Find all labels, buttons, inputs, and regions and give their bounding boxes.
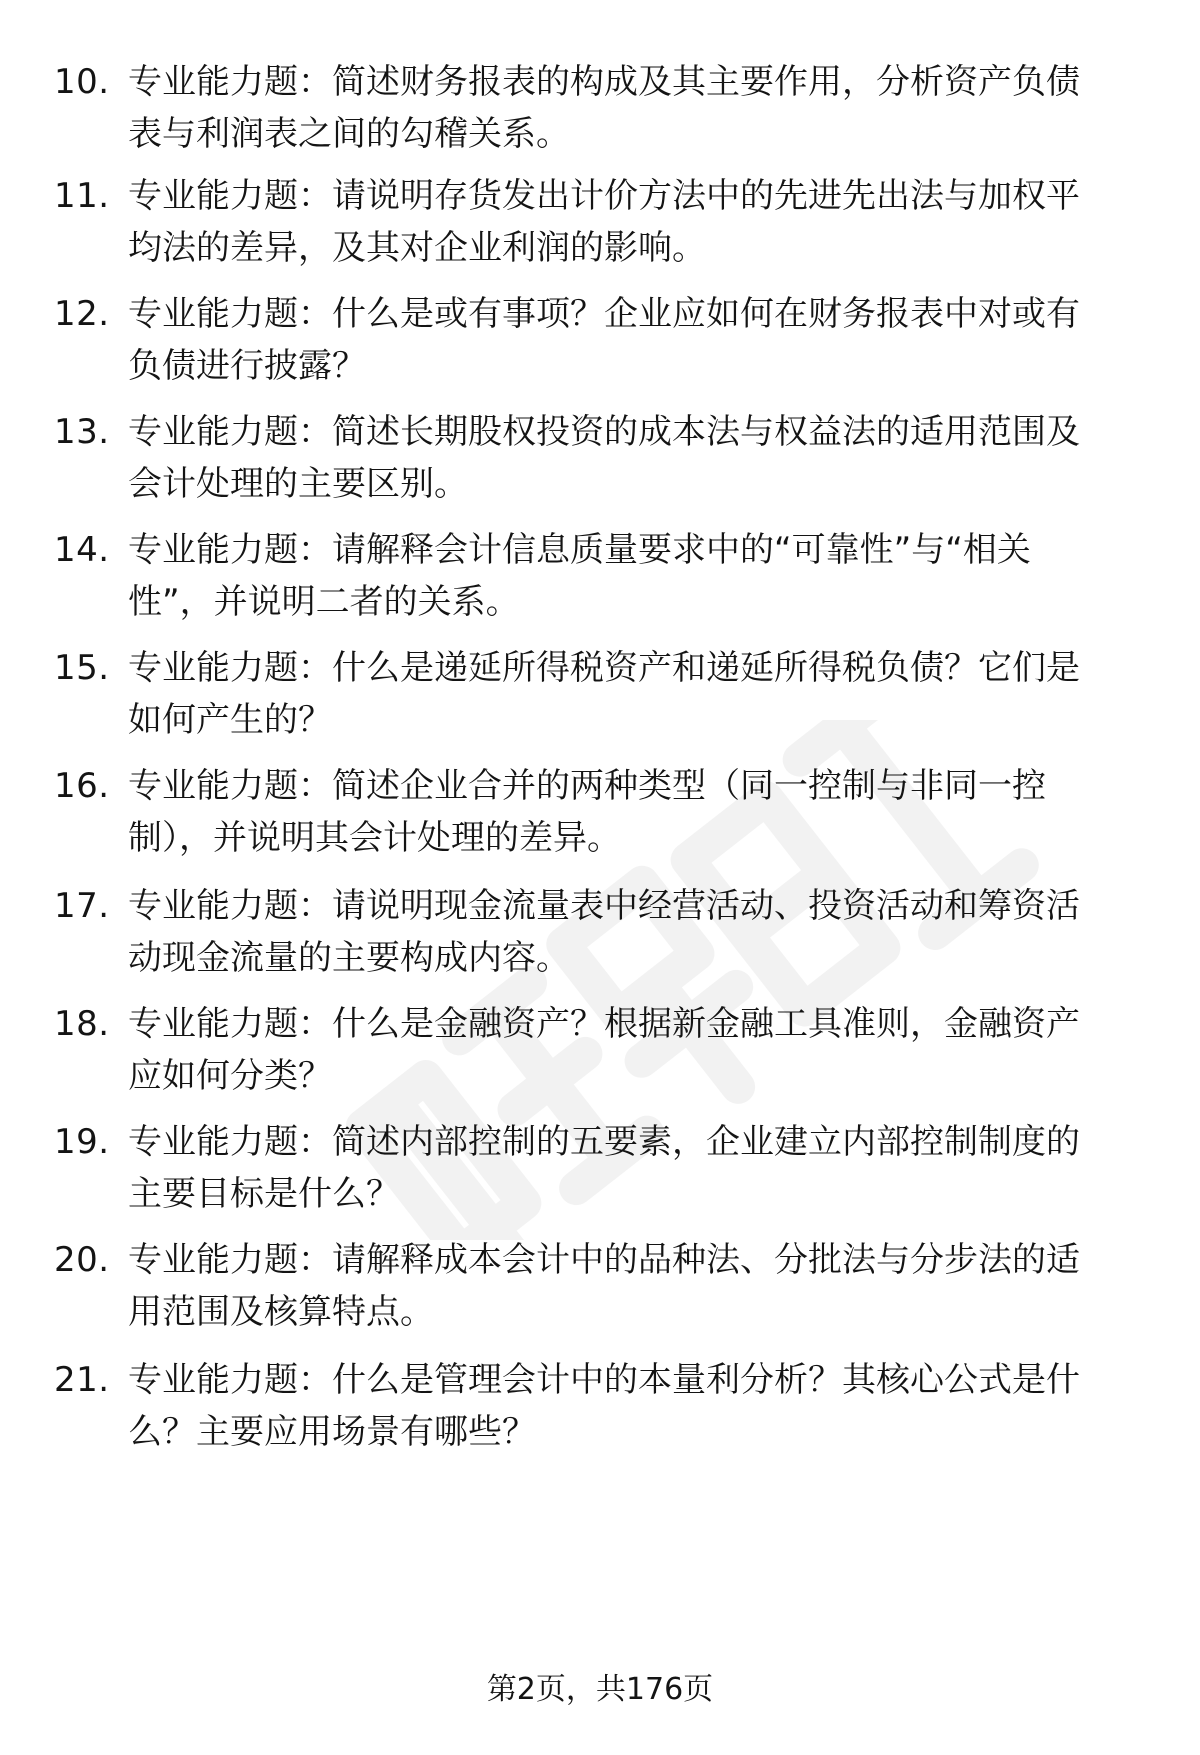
question-item — [0, 760, 1200, 864]
question-text — [128, 1234, 1148, 1338]
question-line: 专业能力题：什么是金融资产？根据新金融工具准则，金融资产 — [128, 1004, 1080, 1044]
question-item — [0, 288, 1200, 392]
question-line: 均法的差异，及其对企业利润的影响。 — [128, 228, 706, 268]
question-line: 主要目标是什么？ — [128, 1174, 400, 1214]
question-line: 会计处理的主要区别。 — [128, 464, 468, 504]
question-item — [0, 170, 1200, 274]
question-number: 10. — [54, 62, 110, 102]
question-line: 专业能力题：请说明存货发出计价方法中的先进先出法与加权平 — [128, 176, 1080, 216]
question-line: 专业能力题：简述企业合并的两种类型（同一控制与非同一控 — [128, 766, 1046, 806]
question-text — [128, 880, 1148, 984]
question-number: 14. — [54, 530, 110, 570]
question-line: 应如何分类？ — [128, 1056, 332, 1096]
question-item — [0, 642, 1200, 746]
question-line: 专业能力题：简述内部控制的五要素，企业建立内部控制制度的 — [128, 1122, 1080, 1162]
question-text — [128, 524, 1148, 628]
question-line: 制），并说明其会计处理的差异。 — [128, 818, 621, 858]
question-number: 15. — [54, 648, 110, 688]
question-text — [128, 760, 1148, 864]
page-footer: 第2页，共176页 — [486, 1672, 714, 1707]
question-text — [128, 56, 1148, 160]
question-text — [128, 406, 1148, 510]
question-text — [128, 998, 1148, 1102]
question-number: 17. — [54, 886, 110, 926]
question-number: 16. — [54, 766, 110, 806]
question-line: 专业能力题：什么是递延所得税资产和递延所得税负债？它们是 — [128, 648, 1080, 688]
question-line: 负债进行披露？ — [128, 346, 366, 386]
question-number: 13. — [54, 412, 110, 452]
question-item — [0, 1354, 1200, 1458]
question-item — [0, 56, 1200, 160]
question-text — [128, 170, 1148, 274]
question-item — [0, 406, 1200, 510]
question-number: 11. — [54, 176, 110, 216]
question-line: 么？主要应用场景有哪些？ — [128, 1412, 536, 1452]
question-text — [128, 1354, 1148, 1458]
question-item — [0, 1116, 1200, 1220]
question-number: 21. — [54, 1360, 110, 1400]
question-number: 18. — [54, 1004, 110, 1044]
question-line: 专业能力题：请说明现金流量表中经营活动、投资活动和筹资活 — [128, 886, 1080, 926]
question-line: 性”，并说明二者的关系。 — [128, 582, 520, 622]
question-line: 专业能力题：请解释成本会计中的品种法、分批法与分步法的适 — [128, 1240, 1080, 1280]
question-text — [128, 288, 1148, 392]
question-line: 用范围及核算特点。 — [128, 1292, 434, 1332]
question-line: 专业能力题：什么是或有事项？企业应如何在财务报表中对或有 — [128, 294, 1080, 334]
question-item — [0, 524, 1200, 628]
question-item — [0, 998, 1200, 1102]
question-line: 表与利润表之间的勾稽关系。 — [128, 114, 570, 154]
question-text — [128, 642, 1148, 746]
question-line: 专业能力题：什么是管理会计中的本量利分析？其核心公式是什 — [128, 1360, 1080, 1400]
question-number: 20. — [54, 1240, 110, 1280]
question-item — [0, 1234, 1200, 1338]
question-line: 专业能力题：请解释会计信息质量要求中的“可靠性”与“相关 — [128, 530, 1031, 570]
question-line: 专业能力题：简述长期股权投资的成本法与权益法的适用范围及 — [128, 412, 1080, 452]
question-line: 动现金流量的主要构成内容。 — [128, 938, 570, 978]
question-number: 19. — [54, 1122, 110, 1162]
question-number: 12. — [54, 294, 110, 334]
question-item — [0, 880, 1200, 984]
question-line: 如何产生的？ — [128, 700, 332, 740]
question-text — [128, 1116, 1148, 1220]
question-line: 专业能力题：简述财务报表的构成及其主要作用，分析资产负债 — [128, 62, 1080, 102]
